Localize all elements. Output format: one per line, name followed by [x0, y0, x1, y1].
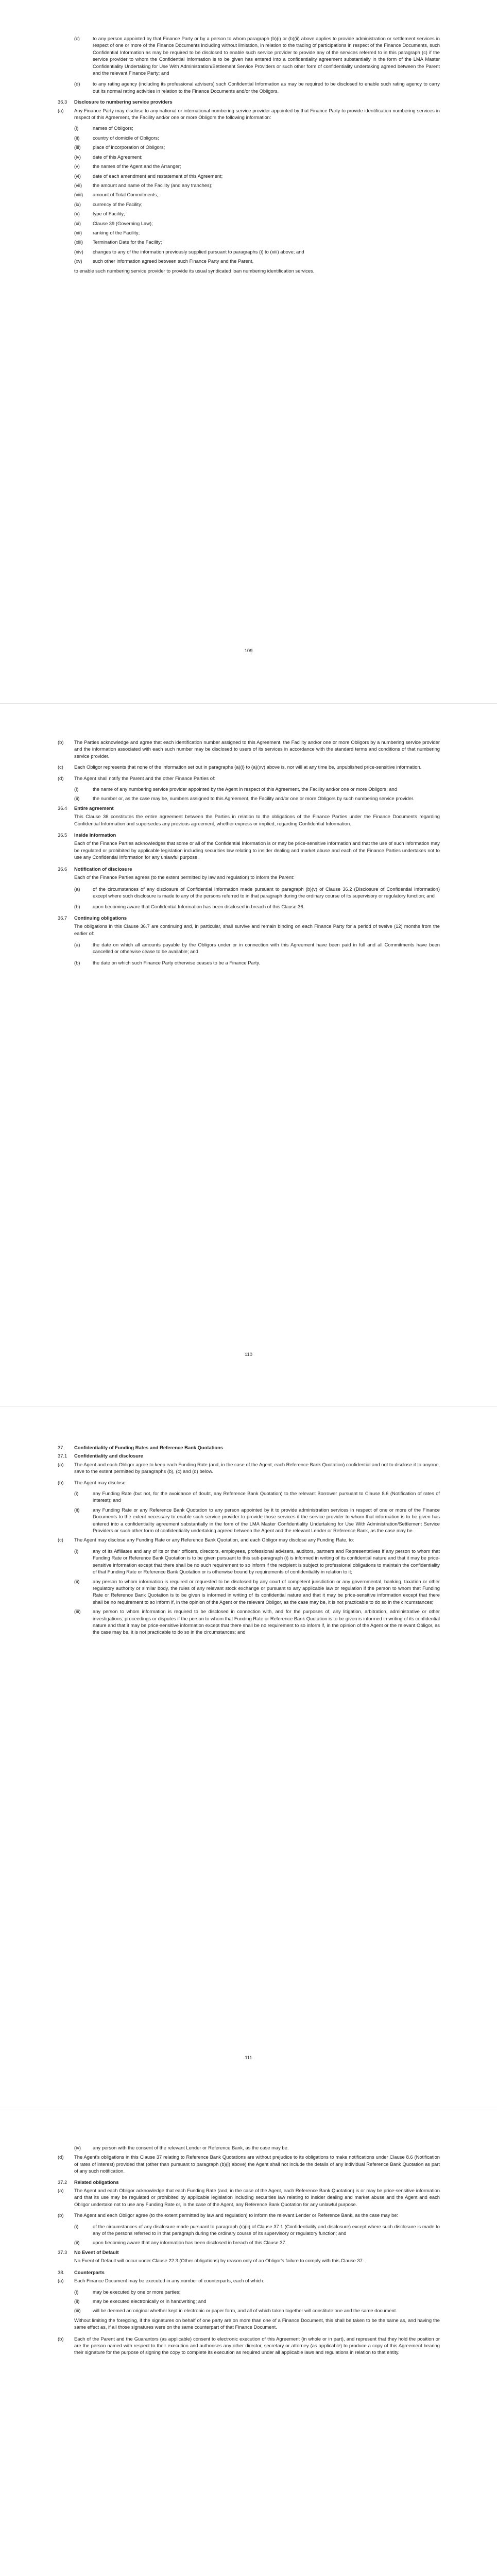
clause-number: (b) — [74, 904, 80, 910]
section-title: Related obligations — [74, 2179, 119, 2185]
section-title: Disclosure to numbering service providers — [74, 99, 173, 105]
list-item-text: upon becoming aware that any information has been disclosed in breach of this Clause 37. — [93, 2240, 287, 2246]
list-item-text: type of Facility; — [93, 211, 125, 217]
list-item — [58, 182, 440, 189]
clause-item — [58, 2335, 440, 2356]
list-item-text: amount of Total Commitments; — [93, 192, 158, 198]
page-content — [58, 35, 440, 279]
paragraph: Each of the Finance Parties agrees (to the extent permitted by law and regulation) to inform the Parent: — [74, 874, 295, 880]
clause-number: (xiv) — [74, 248, 83, 255]
page-112 — [0, 2110, 497, 2576]
section-title: Confidentiality of Funding Rates and Reference Bank Quotations — [74, 1445, 224, 1450]
section-title: Counterparts — [74, 2269, 105, 2275]
clause-item — [58, 1479, 440, 1486]
clause-item — [58, 941, 440, 955]
list-item — [58, 2289, 440, 2295]
paragraph: Each of the Finance Parties acknowledges that some or all of the Confidential Information is or may be price-sensitive information and that the use of such information may be regulated or prohibited by applicable legislation including securities law relating to insider dealing and market abuse and each of the Finance Parties undertakes not to use any Confidential Information for any unlawful purpose. — [74, 840, 440, 860]
section-heading — [58, 832, 440, 838]
list-item-text: any person with the consent of the relevant Lender or Reference Bank, as the case may be. — [93, 2145, 289, 2150]
clause-text: Each Obligor represents that none of the information set out in paragraphs (a)(i) to (a)(xv) above is, nor will at any time be, unpublished price-sensitive information. — [74, 764, 422, 770]
section-title: Entire agreement — [74, 805, 114, 811]
list-item — [58, 248, 440, 255]
clause-number: (c) — [58, 1537, 63, 1543]
clause-item — [58, 107, 440, 121]
section-title: Inside Information — [74, 832, 116, 838]
clause-number: 36.5 — [58, 832, 67, 838]
clause-item — [58, 2212, 440, 2218]
list-item-text: the names of the Agent and the Arranger; — [93, 163, 181, 170]
clause-item — [58, 1461, 440, 1475]
section-title: Notification of disclosure — [74, 866, 132, 872]
clause-number: (i) — [74, 786, 79, 792]
clause-number: (viii) — [74, 192, 83, 198]
list-item — [58, 239, 440, 245]
list-item-text: names of Obligors; — [93, 125, 133, 131]
list-item — [58, 163, 440, 170]
clause-text: upon becoming aware that Confidential Information has been disclosed in breach of this Clause 36. — [93, 904, 305, 910]
list-item — [58, 1490, 440, 1504]
list-item-text: country of domicile of Obligors; — [93, 134, 159, 141]
clause-item — [58, 35, 440, 76]
list-item-text: ranking of the Facility; — [93, 229, 140, 235]
clause-number: (ii) — [74, 1506, 80, 1513]
clause-number: (iii) — [74, 144, 81, 150]
list-item-text: any Funding Rate or any Reference Bank Quotation to any person appointed by it to provide administration services in respect of one or more of the Finance Documents to the extent necessary to enable such service provider to provide those services if the service provider to whom that information is to be given has entered into a confidentiality agreement substantially in the form of the LMA Master Confidentiality Undertaking for Use With Administration/Settlement Service Providers or such other form of confidentiality undertaking agreed between the Agent and the relevant Lender or Reference Bank, as the case may be. — [93, 1506, 440, 1534]
clause-number: (iv) — [74, 2145, 81, 2150]
page-content — [58, 2144, 440, 2360]
clause-number: (d) — [58, 2154, 64, 2160]
clause-text: The Agent and each Obligor agree (to the extent permitted by law and regulation) to inform the relevant Lender or Reference Bank, as the case may be: — [74, 2212, 399, 2218]
list-item — [58, 1506, 440, 1534]
section-heading — [58, 2249, 440, 2256]
clause-number: (a) — [74, 941, 80, 947]
list-item-text: changes to any of the information previously supplied pursuant to paragraphs (i) to (xiii) above; and — [93, 248, 304, 255]
list-item-text: of the circumstances of any disclosure made pursuant to paragraph (c)(ii) of Clause 37.1 (Confidentiality and disclosure) except where such disclosure is made to any of the persons referred to in that paragraph during the ordinary course of its supervisory or regulatory function; and — [93, 2223, 440, 2236]
clause-number: 36.4 — [58, 805, 67, 811]
clause-number: (d) — [74, 81, 80, 87]
list-item — [58, 786, 440, 792]
list-item — [58, 1578, 440, 1606]
clause-number: (a) — [58, 107, 64, 113]
clause-item — [58, 80, 440, 94]
clause-number: (ii) — [74, 134, 80, 141]
clause-number: (a) — [58, 2188, 64, 2194]
list-item-text: any person to whom information is required or requested to be disclosed by any court of competent jurisdiction or any governmental, banking, taxation or other regulatory authority or similar body, the rules of any relevant stock exchange or pursuant to any applicable law or regulation if the person to whom that Funding Rate or Reference Bank Quotation is to be given is informed in writing of its confidential nature and that it may be price-sensitive information except that there shall be no requirement to so inform if, in the opinion of the Agent or the relevant Obligor, as the case may be, it is not practicable to do so in the circumstances; — [93, 1578, 440, 1605]
clause-item — [58, 739, 440, 759]
list-item-text: Termination Date for the Facility; — [93, 239, 162, 245]
section-title: Continuing obligations — [74, 914, 127, 921]
clause-number: (b) — [58, 2335, 64, 2342]
clause-number: (vi) — [74, 173, 81, 179]
clause-number: (c) — [58, 764, 63, 770]
clause-number: (ii) — [74, 1578, 80, 1584]
list-item-text: may be executed by one or more parties; — [93, 2289, 181, 2295]
clause-item — [58, 2154, 440, 2174]
section-heading — [58, 1452, 440, 1459]
section-title: No Event of Default — [74, 2249, 119, 2255]
clause-text: to any rating agency (including its professional advisers) such Confidential Information as may be required to be disclosed to enable such rating agency to carry out its normal rating activities in relation to the Finance Documents and/or the Obligors. — [93, 81, 440, 94]
clause-text: the date on which all amounts payable by the Obligors under or in connection with this Agreement have been paid in full and all Commitments have been cancelled or otherwise cease to be available; and — [93, 941, 440, 955]
clause-number: (d) — [58, 775, 64, 781]
list-item-text: date of each amendment and restatement of this Agreement; — [93, 173, 223, 179]
page-number: 110 — [245, 1351, 252, 1357]
paragraph: Without limiting the foregoing, if the signatures on behalf of one party are on more than one of a Finance Document, this shall be taken to be the same as, and having the same effect as, if all those signatures were on the same counterpart of that Finance Document. — [74, 2317, 440, 2330]
list-item-text: Clause 39 (Governing Law); — [93, 220, 153, 226]
clause-item — [58, 2277, 440, 2284]
clause-number: 37.2 — [58, 2179, 67, 2185]
clause-number: (a) — [58, 1461, 64, 1467]
clause-number: (vii) — [74, 182, 82, 188]
clause-number: (a) — [74, 886, 80, 892]
clause-number: (i) — [74, 1548, 79, 1554]
list-item — [58, 795, 440, 802]
list-item-text: currency of the Facility; — [93, 201, 143, 207]
list-item — [58, 229, 440, 236]
clause-text: Any Finance Party may disclose to any national or international numbering service provider appointed by that Finance Party to provide identification numbering services in respect of this Agreement, the Facility and/or one or more Obligors the following information: — [74, 107, 440, 121]
list-item — [58, 220, 440, 227]
clause-number: (xii) — [74, 229, 82, 235]
page-109 — [0, 0, 497, 703]
clause-number: 36.7 — [58, 914, 67, 921]
section-title: Confidentiality and disclosure — [74, 1453, 143, 1459]
page-number: 111 — [245, 2055, 252, 2060]
page-content — [58, 739, 440, 970]
clause-number: (b) — [58, 1479, 64, 1485]
section-heading — [58, 914, 440, 921]
clause-text: Each of the Parent and the Guarantors (as applicable) consent to electronic execution of this Agreement (in whole or in part), and represent that they hold the position or are the person named with respect to their execution and authorises any other director, secretary or attorney (as applicable) to produce a copy of this Agreement bearing their signature for the purpose of signing the copy to complete its execution as required under all applicable laws and regulations in relation to that entity. — [74, 2335, 440, 2355]
clause-item — [58, 903, 440, 910]
list-item-text: any person to whom information is required to be disclosed in connection with, and for the purposes of, any litigation, arbitration, administrative or other investigations, proceedings or disputes if the person to whom that Funding Rate or Reference Bank Quotation is to be given is informed in writing of its confidential nature and that it may be price-sensitive information except that there shall be no requirement to so inform if, in the opinion of the Agent or the relevant Obligor, as the case may be, it is not practicable to do so in the circumstances; and — [93, 1608, 440, 1635]
list-item-text: will be deemed an original whether kept in electronic or paper form, and all of which taken together will constitute one and the same document. — [93, 2308, 397, 2314]
clause-item — [58, 886, 440, 900]
paragraph: No Event of Default will occur under Clause 22.3 (Other obligations) by reason only of an Obligor's failure to comply with this Clause 37. — [74, 2258, 364, 2264]
list-item-text: place of incorporation of Obligors; — [93, 144, 165, 150]
clause-number: 37.1 — [58, 1453, 67, 1459]
section-heading — [58, 98, 440, 105]
clause-number: (a) — [58, 2278, 64, 2284]
list-item — [58, 173, 440, 179]
list-item-text: the number or, as the case may be, numbers assigned to this Agreement, the Facility and/or one or more Obligors by such numbering service provider. — [93, 795, 415, 802]
clause-number: (xv) — [74, 258, 82, 264]
page-110 — [0, 703, 497, 1406]
clause-text: The Agent may disclose any Funding Rate or any Reference Bank Quotation, and each Obligor may disclose any Funding Rate, to: — [74, 1537, 354, 1543]
clause-number: (iii) — [74, 2308, 81, 2314]
list-item-text: date of this Agreement; — [93, 154, 143, 160]
clause-item — [58, 2187, 440, 2208]
clause-number: (ix) — [74, 201, 81, 207]
clause-text: to any person appointed by that Finance Party or by a person to whom paragraph (b)(i) or (b)(ii) above applies to provide administration or settlement services in respect of one or more of the Finance Documents including without limitation, in relation to the trading of participations in respect of the Finance Documents, such Confidential Information as may be required to be disclosed to enable such service provider to provide any of the services referred to in this paragraph (c) if the service provider to whom the Confidential Information is to be given has entered into a confidentiality agreement substantially in the form of the LMA Master Confidentiality Undertaking for Use With Administration/Settlement Service Providers or such other form of confidentiality undertaking agreed between the Parent and the relevant Finance Party; and — [93, 36, 440, 76]
list-item — [58, 210, 440, 217]
clause-item — [58, 775, 440, 782]
list-item — [58, 191, 440, 198]
clause-text: The Parties acknowledge and agree that each identification number assigned to this Agreement, the Facility and/or one or more Obligors by a numbering service provider and the information associated with each such number may be disclosed to users of its services in accordance with the standard terms and conditions of that numbering service provider. — [74, 739, 440, 759]
clause-item — [58, 1536, 440, 1543]
clause-number: (v) — [74, 163, 80, 170]
page-111 — [0, 1406, 497, 2110]
clause-number: (b) — [58, 739, 64, 745]
list-item — [58, 125, 440, 131]
clause-number: (i) — [74, 1490, 79, 1497]
clause-text: of the circumstances of any disclosure of Confidential Information made pursuant to paragraph (b)(v) of Clause 36.2 (Disclosure of Confidential Information) except where such disclosure is made to any of the persons referred to in that paragraph during the ordinary course of its supervisory or regulatory function; and — [93, 886, 440, 899]
clause-number: (i) — [74, 2289, 79, 2295]
list-item — [58, 1548, 440, 1575]
clause-number: (ii) — [74, 2298, 80, 2304]
list-item-text: the amount and name of the Facility (and any tranches); — [93, 182, 213, 188]
list-item — [58, 2307, 440, 2314]
list-item — [58, 2223, 440, 2237]
section-heading — [58, 866, 440, 872]
section-heading — [58, 2179, 440, 2185]
clause-text: The Agent and each Obligor acknowledge that each Funding Rate (and, in the case of the Agent, each Reference Bank Quotation) is or may be price-sensitive information and that its use may be regulated or prohibited by applicable legislation including securities law relating to insider dealing and market abuse and the Agent and each Obligor undertake not to use any Funding Rate or, in the case of the Agent, any Reference Bank Quotation for any unlawful purpose. — [74, 2188, 440, 2207]
list-item — [58, 201, 440, 208]
section-heading — [58, 805, 440, 811]
section-heading — [58, 2269, 440, 2276]
clause-number: (ii) — [74, 2240, 80, 2246]
page-number: 109 — [244, 648, 253, 653]
clause-number: 36.6 — [58, 866, 67, 872]
clause-number: (c) — [74, 36, 80, 41]
clause-number: (b) — [58, 2212, 64, 2218]
list-item — [58, 2144, 440, 2151]
clause-text: The Agent may disclose: — [74, 1479, 127, 1485]
section-heading — [58, 1444, 440, 1451]
clause-number: (xiii) — [74, 239, 83, 245]
clause-number: (iv) — [74, 154, 81, 160]
clause-text: the date on which such Finance Party otherwise ceases to be a Finance Party. — [93, 959, 261, 965]
clause-number: (iii) — [74, 1608, 81, 1615]
clause-item — [58, 959, 440, 966]
clause-item — [58, 764, 440, 770]
list-item — [58, 2239, 440, 2246]
clause-number: (b) — [74, 959, 80, 965]
list-item-text: the name of any numbering service provider appointed by the Agent in respect of this Agreement, the Facility and/or one or more Obligors; and — [93, 786, 397, 792]
clause-number: 37. — [58, 1445, 65, 1450]
list-item — [58, 134, 440, 141]
list-item-text: such other information agreed between such Finance Party and the Parent, — [93, 258, 254, 264]
paragraph: to enable such numbering service provider to provide its usual syndicated loan numbering identification services. — [74, 267, 315, 274]
clause-number: (i) — [74, 125, 79, 131]
clause-text: The Agent shall notify the Parent and the other Finance Parties of: — [74, 775, 216, 781]
clause-number: (xi) — [74, 220, 81, 226]
clause-number: (ii) — [74, 795, 80, 802]
list-item — [58, 2298, 440, 2304]
clause-text: The Agent's obligations in this Clause 37 relating to Reference Bank Quotations are without prejudice to its obligations to make notifications under Clause 8.6 (Notification of rates of interest) provided that (other than pursuant to paragraph (b)(i) above) the Agent shall not include the details of any individual Reference Bank Quotation as part of any such notification. — [74, 2154, 440, 2174]
list-item-text: any of its Affiliates and any of its or their officers, directors, employees, professional advisers, auditors, partners and Representatives if any person to whom that Funding Rate or Reference Bank Quotation is to be given pursuant to this sub-paragraph (i) is informed in writing of its confidential nature and that it may be price-sensitive information except that there shall be no such requirement to so inform if the recipient is subject to professional obligations to maintain the confidentiality of that Funding Rate or Reference Bank Quotation or is otherwise bound by requirements of confidentiality in relation to it; — [93, 1548, 440, 1575]
list-item-text: may be executed electronically or in handwriting; and — [93, 2298, 207, 2304]
paragraph: This Clause 36 constitutes the entire agreement between the Parties in relation to the obligations of the Finance Parties under the Finance Documents regarding Confidential Information and supersedes any previous agreement, whether express or implied, regarding Confidential Information. — [74, 814, 440, 826]
paragraph: The obligations in this Clause 36.7 are continuing and, in particular, shall survive and remain binding on each Finance Party for a period of twelve (12) months from the earlier of: — [74, 923, 440, 936]
page-content — [58, 1444, 440, 1638]
clause-text: The Agent and each Obligor agree to keep each Funding Rate (and, in the case of the Agent, each Reference Bank Quotation) confidential and not to disclose it to anyone, save to the extent permitted by paragraphs (b), (c) and (d) below. — [74, 1461, 440, 1475]
list-item — [58, 154, 440, 160]
list-item — [58, 1608, 440, 1636]
clause-number: 36.3 — [58, 99, 67, 105]
clause-number: 38. — [58, 2269, 65, 2275]
clause-number: 37.3 — [58, 2249, 67, 2255]
clause-number: (i) — [74, 2223, 79, 2229]
clause-text: Each Finance Document may be executed in any number of counterparts, each of which: — [74, 2278, 264, 2284]
clause-number: (x) — [74, 211, 80, 217]
list-item — [58, 144, 440, 150]
list-item — [58, 258, 440, 264]
list-item-text: any Funding Rate (but not, for the avoidance of doubt, any Reference Bank Quotation) to the relevant Borrower pursuant to Clause 8.6 (Notification of rates of interest); and — [93, 1490, 440, 1503]
